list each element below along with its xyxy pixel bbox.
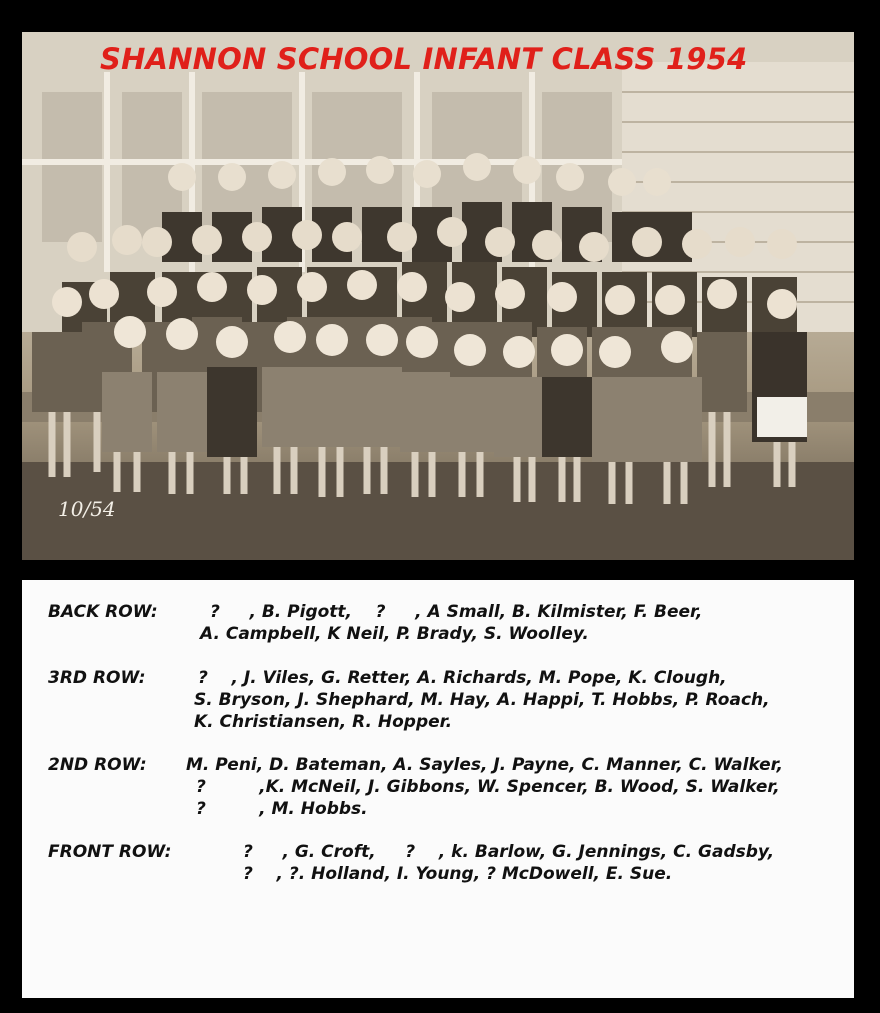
photo-title: SHANNON SCHOOL INFANT CLASS 1954	[100, 42, 748, 76]
back-row-label: BACK ROW:	[48, 602, 158, 622]
second-row-label: 2ND ROW:	[48, 755, 147, 775]
caption-card	[22, 580, 854, 998]
front-row-label: FRONT ROW:	[48, 842, 172, 862]
front-row-line: ? , G. Croft, ? , k. Barlow, G. Jennings, C. Gadsby,	[243, 842, 775, 862]
third-row-line: K. Christiansen, R. Hopper.	[194, 712, 453, 732]
photo-scene	[22, 32, 854, 560]
third-row-line: S. Bryson, J. Shephard, M. Hay, A. Happi, T. Hobbs, P. Roach,	[194, 690, 770, 710]
photo-date-mark: 10/54	[58, 497, 116, 521]
third-row-line: ? , J. Viles, G. Retter, A. Richards, M. Pope, K. Clough,	[198, 668, 727, 688]
third-row-label: 3RD ROW:	[48, 668, 146, 688]
front-row-line: ? , ?. Holland, I. Young, ? McDowell, E. Sue.	[243, 864, 673, 884]
second-row-line: ? , M. Hobbs.	[196, 799, 368, 819]
back-row-line: ? , B. Pigott, ? , A Small, B. Kilmister, F. Beer,	[210, 602, 703, 622]
back-row-line: A. Campbell, K Neil, P. Brady, S. Woolley.	[200, 624, 589, 644]
second-row-line: ? ,K. McNeil, J. Gibbons, W. Spencer, B. Wood, S. Walker,	[196, 777, 780, 797]
class-photograph	[22, 32, 854, 560]
second-row-line: M. Peni, D. Bateman, A. Sayles, J. Payne, C. Manner, C. Walker,	[186, 755, 784, 775]
